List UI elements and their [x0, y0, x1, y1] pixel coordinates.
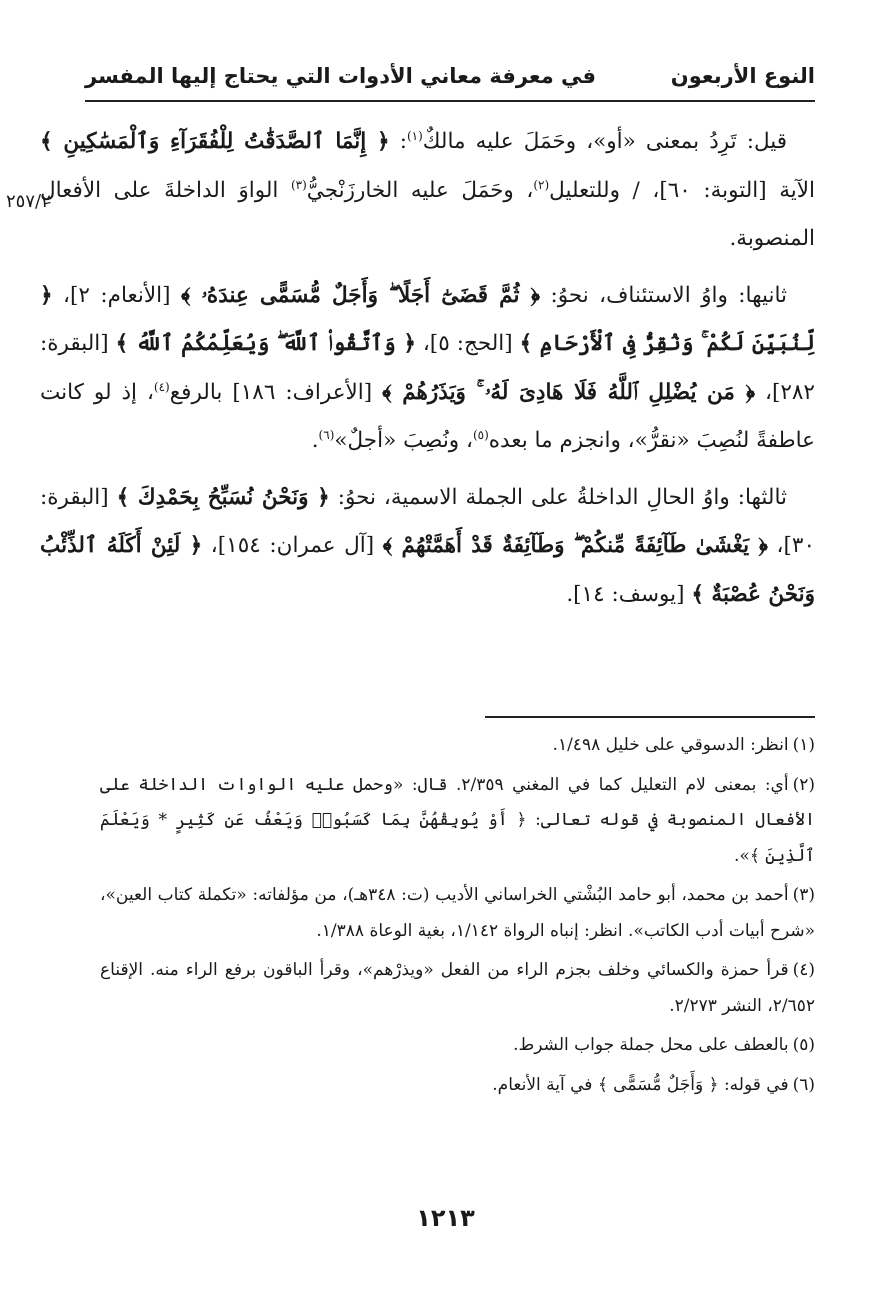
footnote-number: (٢) [792, 774, 815, 795]
paragraph-1: قيل: تَرِدُ بمعنى «أو»، وحَمَلَ عليه مالكٌ$^{(١)}$: ﴿ إِنَّمَا ٱلصَّدَقَٰتُ لِلْفُقَرَآءِ وَٱلْمَسَٰكِينِ ﴾ الآية [التوبة: ٦٠]، / وللتعليل$^{(٢)}$، وحَمَلَ عليه الخارزَنْجيُّ$^{(٣)}$ الواوَ الداخلةَ على الأفعالِ المنصوبة. [40, 128, 816, 251]
quran-verse: ﴿ مَن يُضْلِلِ ٱللَّهُ فَلَا هَادِىَ لَهُۥ ۚ وَيَذَرُهُمْ ﴾ [382, 379, 756, 405]
footnote-number: (١) [792, 735, 815, 755]
header-divider [85, 100, 815, 102]
footnote [100, 1068, 815, 1104]
main-text [40, 118, 815, 627]
footnote [100, 953, 815, 1024]
footnote-number: (٣) [792, 885, 815, 905]
quran-verse: ﴿ يَغْشَىٰ طَآئِفَةً مِّنكُمْ ۖ وَطَآئِفَةٌ قَدْ أَهَمَّتْهُمْ ﴾ [382, 533, 768, 558]
footnote-ref-3: (٣) [290, 177, 307, 192]
header-section-title: في معرفة معاني الأدوات التي يحتاج إليها المفسر [85, 64, 597, 88]
running-header [85, 50, 815, 102]
footnote-divider [485, 716, 815, 718]
footnote-ref-4: (٤) [153, 379, 170, 394]
quran-verse: ﴿ وَٱتَّقُوا۟ ٱللَّهَ ۖ وَيُعَلِّمُكُمُ ٱللَّهُ ﴾ [115, 331, 416, 356]
quran-verse: ﴿ لَئِنْ أَكَلَهُ ٱلذِّئْبُ وَنَحْنُ عُصْبَةٌ ﴾ [40, 533, 815, 607]
footnote-text: بالعطف على محل جملة جواب الشرط. [513, 1035, 789, 1055]
footnote [100, 728, 815, 764]
footnote [100, 878, 815, 949]
footnote-ref-1: (١) [406, 128, 423, 143]
footnote-ref-5: (٥) [472, 427, 489, 442]
paragraph-2: ثانيها: واوُ الاستئناف، نحوُ: ﴿ ثُمَّ قَضَىٰٓ أَجَلًا ۖ وَأَجَلٌ مُّسَمًّى عِندَهُۥ ﴾ [الأنعام: ٢]، ﴿ لِّنُبَيِّنَ لَكُمْ ۚ وَنُقِرُّ فِى ٱلْأَرْحَامِ ﴾ [الحج: ٥]، ﴿ وَٱتَّقُوا۟ ٱللَّهَ ۖ وَيُعَلِّمُكُمُ ٱللَّهُ ﴾ [البقرة: ٢٨٢]، ﴿ مَن يُضْلِلِ ٱللَّهُ فَلَا هَادِىَ لَهُۥ ۚ وَيَذَرُهُمْ ﴾ [الأعراف: ١٨٦] بالرفع$^{(٤)}$، إذ لو كانت عاطفةً لنُصِبَ «نقرُّ»، وانجزم ما بعده$^{(٥)}$، ونُصِبَ «أجلٌ»$^{(٦)}$. [40, 282, 815, 453]
footnote-number: (٥) [792, 1035, 815, 1055]
quran-verse: ﴿ إِنَّمَا ٱلصَّدَقَٰتُ لِلْفُقَرَآءِ وَٱلْمَسَٰكِينِ ﴾ [40, 129, 390, 154]
margin-page-reference: ٢٥٧/٢ [6, 191, 51, 212]
paragraph-3: ثالثها: واوُ الحالِ الداخلةُ على الجملة الاسمية، نحوُ: ﴿ وَنَحْنُ نُسَبِّحُ بِحَمْدِكَ ﴾ [البقرة: ٣٠]، ﴿ يَغْشَىٰ طَآئِفَةً مِّنكُمْ ۖ وَطَآئِفَةٌ قَدْ أَهَمَّتْهُمْ ﴾ [آل عمران: ١٥٤]، ﴿ لَئِنْ أَكَلَهُ ٱلذِّئْبُ وَنَحْنُ عُصْبَةٌ ﴾ [يوسف: ١٤]. [40, 484, 815, 607]
header-chapter-title: النوع الأربعون [670, 64, 815, 88]
footnote [100, 768, 815, 875]
footnote [100, 1028, 815, 1064]
quran-verse: ﴿ وَنَحْنُ نُسَبِّحُ بِحَمْدِكَ ﴾ [116, 484, 330, 510]
footnote-number: (٦) [792, 1074, 815, 1095]
footnote-text: أي: بمعنى لام التعليل كما في المغني ٢/٣٥٩. قال: «وحمل عليه الواوات الداخلة على الأفعال المنصوبة في قوله تعالى: ﴿ أَوْ يُوبِقْهُنَّ بِمَا كَسَبُوا۟ وَيَعْفُ عَن كَثِيرٍ * وَيَعْلَمَ ٱلَّذِينَ ﴾». [100, 774, 815, 866]
quran-verse: ﴿ ثُمَّ قَضَىٰٓ أَجَلًا ۖ وَأَجَلٌ مُّسَمًّى عِندَهُۥ ﴾ [180, 282, 541, 308]
footnote-number: (٤) [792, 960, 815, 980]
footnotes [100, 728, 815, 1107]
footnote-text: في قوله: ﴿ وَأَجَلٌ مُّسَمًّى ﴾ في آية الأنعام. [492, 1074, 789, 1095]
footnote-text: أحمد بن محمد، أبو حامد البُشْتي الخراساني الأديب (ت: ٣٤٨هـ)، من مؤلفاته: «تكملة كتاب العين»، «شرح أبيات أدب الكاتب». انظر: إنباه الرواة ١/١٤٢، بغية الوعاة ١/٣٨٨. [100, 885, 815, 941]
footnote-text: انظر: الدسوقي على خليل ١/٤٩٨. [552, 735, 789, 755]
footnote-text: قرأ حمزة والكسائي وخلف بجزم الراء من الفعل «ويذرْهم»، وقرأ الباقون برفع الراء منه. الإقناع ٢/٦٥٢، النشر ٢/٢٧٣. [100, 960, 815, 1016]
quran-verse: ﴿ لِّنُبَيِّنَ لَكُمْ ۚ وَنُقِرُّ فِى ٱلْأَرْحَامِ ﴾ [40, 282, 815, 356]
footnote-ref-6: (٦) [318, 427, 335, 442]
page-number: ١٢١٣ [416, 1204, 475, 1232]
footnote-ref-2: (٢) [533, 177, 550, 192]
